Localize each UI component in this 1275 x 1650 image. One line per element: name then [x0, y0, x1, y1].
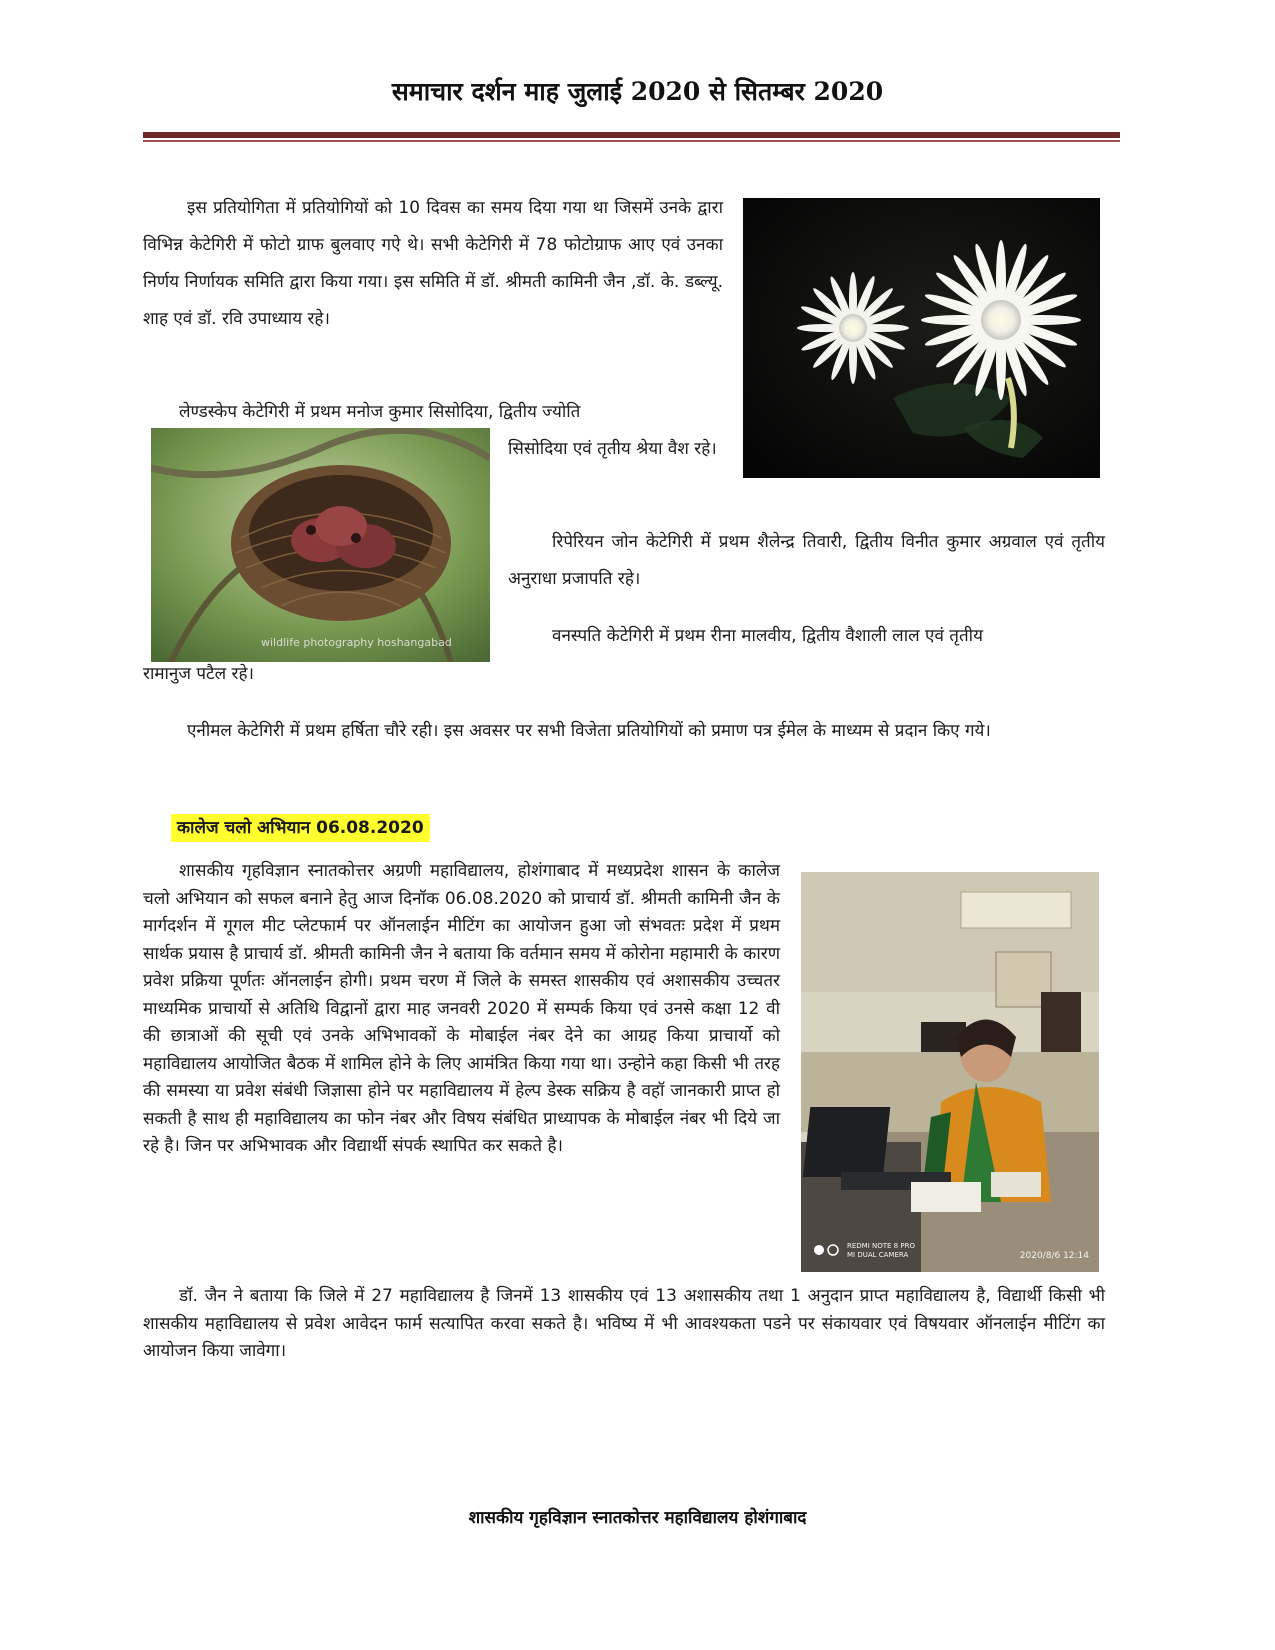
- camera-stamp-line1: REDMI NOTE 8 PRO: [847, 1242, 915, 1250]
- paragraph-riparian: रिपेरियन जोन केटेगिरी में प्रथम शैलेन्द्र तिवारी, द्वितीय विनीत कुमार अग्रवाल एवं तृतीय अनुराधा प्रजापति रहे।: [508, 532, 1105, 589]
- page-footer: शासकीय गृहविज्ञान स्नातकोत्तर महाविद्यालय होशंगाबाद: [468, 1508, 807, 1528]
- online-meeting-photo: [801, 872, 1099, 1272]
- page-title: समाचार दर्शन माह जुलाई 2020 से सितम्बर 2020: [391, 77, 884, 106]
- header-divider-thin: [143, 140, 1120, 142]
- photo-watermark: wildlife photography hoshangabad: [261, 636, 452, 649]
- camera-stamp-line2: MI DUAL CAMERA: [847, 1251, 909, 1259]
- bird-nest-photo: [151, 428, 490, 662]
- paragraph-landscape-rest: सिसोदिया एवं तृतीय श्रेया वैश रहे।: [508, 439, 717, 459]
- section-heading-college-chalo: कालेज चलो अभियान 06.08.2020: [171, 814, 430, 842]
- header-divider: [143, 132, 1120, 138]
- paragraph-college-count: डॉ. जैन ने बताया कि जिले में 27 महाविद्यालय है जिनमें 13 शासकीय एवं 13 अशासकीय तथा 1 अनुदान प्राप्त महाविद्यालय है, विद्यार्थी किसी भी शासकीय महाविद्यालय से प्रवेश आवेदन फार्म सत्यापित करवा सकते है। भविष्य में भी आवश्यकता पडने पर संकायवार एवं विषयवार ऑनलाईन मीटिंग का आयोजन किया जावेगा।: [143, 1286, 1105, 1361]
- camera-stamp-datetime: 2020/8/6 12:14: [1019, 1251, 1089, 1261]
- paragraph-competition-intro: इस प्रतियोगिता में प्रतियोगियों को 10 दिवस का समय दिया गया था जिसमें उनके द्वारा विभिन्न केटेगिरी में फोटो ग्राफ बुलवाए गऐ थे। सभी केटेगिरी में 78 फोटोग्राफ आए एवं उनका निर्णय निर्णायक समिति द्वारा किया गया। इस समिति में डॉ. श्रीमती कामिनी जैन ,डॉ. के. डब्ल्यू. शाह एवं डॉ. रवि उपाध्याय रहे।: [143, 198, 723, 329]
- paragraph-landscape-line1: लेण्डस्केप केटेगिरी में प्रथम मनोज कुमार सिसोदिया, द्वितीय ज्योति: [179, 402, 581, 422]
- paragraph-vegetation-rest: रामानुज पटैल रहे।: [143, 664, 254, 684]
- camera-stamp-model: [847, 1242, 915, 1260]
- paragraph-animal: एनीमल केटेगिरी में प्रथम हर्षिता चौरे रही। इस अवसर पर सभी विजेता प्रतियोगियों को प्रमाण पत्र ईमेल के माध्यम से प्रदान किए गये।: [187, 721, 991, 741]
- paragraph-college-chalo: शासकीय गृहविज्ञान स्नातकोत्तर अग्रणी महाविद्यालय, होशंगाबाद में मध्यप्रदेश शासन के कालेज चलो अभियान को सफल बनाने हेतु आज दिनॉक 06.08.2020 को प्राचार्य डॉ. श्रीमती कामिनी जैन के मार्गदर्शन में गूगल मीट प्लेटफार्म पर ऑनलाईन मीटिंग का आयोजन हुआ जो संभवतः प्रदेश में प्रथम सार्थक प्रयास है प्राचार्य डॉ. श्रीमती कामिनी जैन ने बताया कि वर्तमान समय में कोरोना महामारी के कारण प्रवेश प्रक्रिया पूर्णतः ऑनलाईन होगी। प्रथम चरण में जिले के समस्त शासकीय एवं अशासकीय उच्चतर माध्यमिक प्राचार्यो से अतिथि विद्वानों द्वारा माह जनवरी 2020 में सम्पर्क किया एवं उनसे कक्षा 12 वी की छात्राओं की सूची एवं उनके अभिभावकों के मोबाईल नंबर देने का आग्रह किया प्राचार्यो को महाविद्यालय आयोजित बैठक में शामिल होने के लिए आमंत्रित किया गया था। उन्होने कहा किसी भी तरह की समस्या या प्रवेश संबंधी जिज्ञासा होने पर महाविद्यालय में हेल्प डेस्क सक्रिय है वहॉ जानकारी प्राप्त हो सकती है साथ ही महाविद्यालय का फोन नंबर और विषय संबंधित प्राध्यापक के मोबाईल नंबर भी दिये जा रहे है। जिन पर अभिभावक और विद्यार्थी संपर्क स्थापित कर सकते है।: [143, 861, 780, 1156]
- night-flower-photo: [743, 198, 1100, 478]
- paragraph-vegetation-line1: वनस्पति केटेगिरी में प्रथम रीना मालवीय, द्वितीय वैशाली लाल एवं तृतीय: [552, 626, 983, 646]
